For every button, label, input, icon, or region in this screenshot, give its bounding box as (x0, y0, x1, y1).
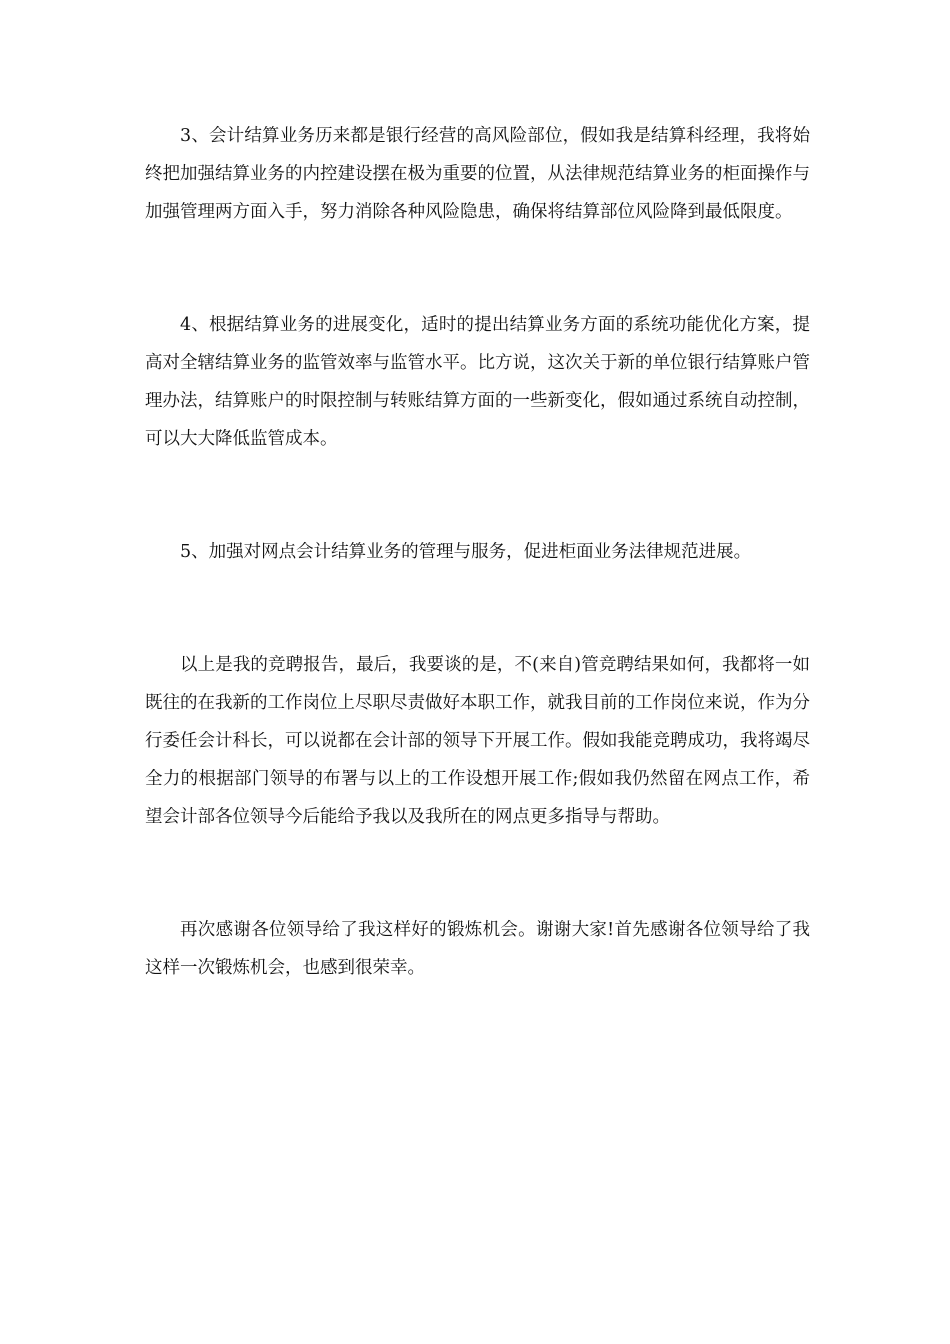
paragraph-item-4: 4、根据结算业务的进展变化，适时的提出结算业务方面的系统功能优化方案，提高对全辖结算业务的监管效率与监管水平。比方说，这次关于新的单位银行结算账户管理办法，结算账户的时限控制与转账结算方面的一些新变化，假如通过系统自动控制，可以大大降低监管成本。 (145, 315, 810, 449)
paragraph-item-5: 5、加强对网点会计结算业务的管理与服务，促进柜面业务法律规范进展。 (180, 542, 752, 562)
paragraph-closing-report: 以上是我的竞聘报告，最后，我要谈的是，不(来自)管竞聘结果如何，我都将一如既往的在我新的工作岗位上尽职尽责做好本职工作，就我目前的工作岗位来说，作为分行委任会计科长，可以说都在会计部的领导下开展工作。假如我能竞聘成功，我将竭尽全力的根据部门领导的布署与以上的工作设想开展工作;假如我仍然留在网点工作，希望会计部各位领导今后能给予我以及我所在的网点更多指导与帮助。 (145, 655, 810, 827)
paragraph-item-3: 3、会计结算业务历来都是银行经营的高风险部位，假如我是结算科经理，我将始终把加强结算业务的内控建设摆在极为重要的位置，从法律规范结算业务的柜面操作与加强管理两方面入手，努力消除各种风险隐患，确保将结算部位风险降到最低限度。 (145, 126, 810, 222)
paragraph-thanks: 再次感谢各位领导给了我这样好的锻炼机会。谢谢大家!首先感谢各位领导给了我这样一次锻炼机会，也感到很荣幸。 (145, 920, 810, 978)
document-body (145, 117, 810, 987)
